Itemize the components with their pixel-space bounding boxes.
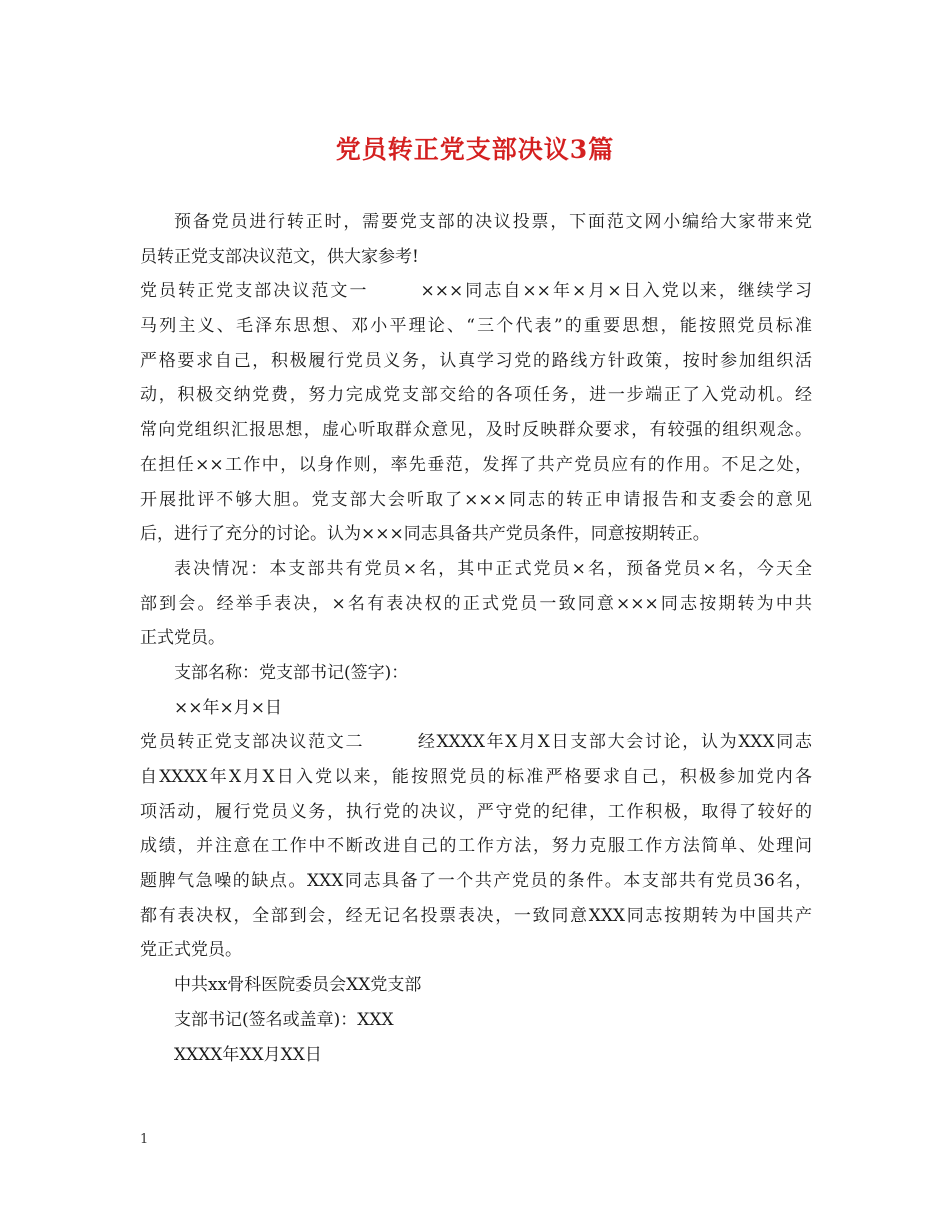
intro-line-1: 预备党员进行转正时，需要党支部的决议投票，下面范文网小编给大家带来党 — [174, 212, 812, 232]
sample2-first-line — [140, 725, 812, 760]
sample2-line: 题脾气急噪的缺点。XXX同志具备了一个共产党员的条件。本支部共有党员36名， — [140, 871, 812, 892]
sample1-line: 动，积极交纳党费，努力完成党支部交给的各项任务，进一步端正了入党动机。经 — [140, 385, 812, 406]
sample1-signature: 支部名称：党支部书记(签字)： — [174, 662, 409, 683]
sample2-line: 项活动，履行党员义务，执行党的决议，严守党的纪律，工作积极，取得了较好的 — [140, 801, 812, 822]
page-number: 1 — [140, 1132, 149, 1147]
sample1-vote-line: 部到会。经举手表决，×名有表决权的正式党员一致同意×××同志按期转为中共 — [140, 593, 812, 614]
sample1-line: 开展批评不够大胆。党支部大会听取了×××同志的转正申请报告和支委会的意见 — [140, 489, 812, 510]
sample1-heading: 党员转正党支部决议范文一 — [140, 281, 369, 302]
sample1-line: 在担任××工作中，以身作则，率先垂范，发挥了共产党员应有的作用。不足之处， — [140, 454, 812, 475]
sample1-line: 严格要求自己，积极履行党员义务，认真学习党的路线方针政策，按时参加组织活 — [140, 350, 812, 371]
sample2-first-line-text: 经XXXX年X月X日支部大会讨论，认为XXX同志 — [416, 732, 812, 753]
sample2-line: 党正式党员。 — [140, 940, 242, 961]
sample2-date: XXXX年XX月XX日 — [174, 1044, 322, 1065]
sample1-first-line-text: ×××同志自××年×月×日入党以来，继续学习 — [420, 281, 812, 302]
sample1-line: 马列主义、毛泽东思想、邓小平理论、“三个代表”的重要思想，能按照党员标准 — [140, 316, 812, 337]
sample1-vote-line: 正式党员。 — [140, 628, 225, 649]
document-body — [140, 205, 812, 1072]
sample2-line: 自XXXX年X月X日入党以来，能按照党员的标准严格要求自己，积极参加党内各 — [140, 767, 812, 787]
sample2-line: 都有表决权，全部到会，经无记名投票表决，一致同意XXX同志按期转为中国共产 — [140, 905, 812, 926]
sample1-vote-line: 表决情况：本支部共有党员×名，其中正式党员×名，预备党员×名，今天全 — [174, 558, 812, 579]
document-title: 党员转正党支部决议3篇 — [335, 135, 615, 164]
sample2-org: 中共xx骨科医院委员会XX党支部 — [174, 975, 422, 996]
sample1-line: 后，进行了充分的讨论。认为×××同志具备共产党员条件，同意按期转正。 — [140, 524, 710, 545]
sample1-line: 常向党组织汇报思想，虚心听取群众意见，及时反映群众要求，有较强的组织观念。 — [140, 420, 812, 441]
sample2-signature: 支部书记(签名或盖章)：XXX — [174, 1009, 394, 1030]
sample1-date: ××年×月×日 — [174, 697, 282, 718]
sample2-line: 成绩，并注意在工作中不断改进自己的工作方法，努力克服工作方法简单、处理问 — [140, 836, 812, 857]
intro-line-2: 员转正党支部决议范文，供大家参考! — [140, 246, 419, 267]
sample1-first-line — [140, 274, 812, 309]
sample2-heading: 党员转正党支部决议范文二 — [140, 732, 365, 753]
